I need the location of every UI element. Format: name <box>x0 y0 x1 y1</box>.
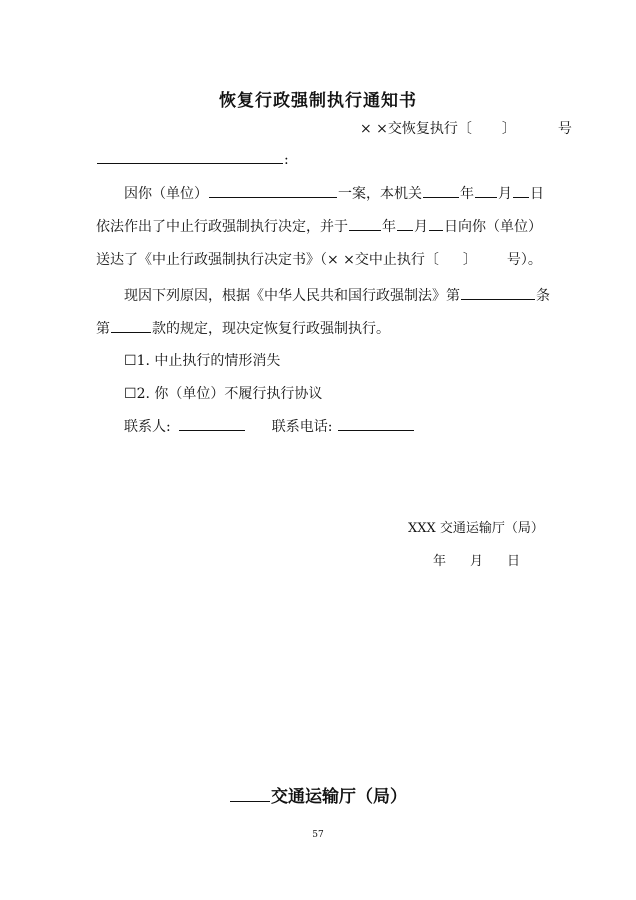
para1-year: 年 <box>460 186 474 202</box>
contact-person-label: 联系人: <box>124 419 171 435</box>
page-number: 57 <box>312 830 324 840</box>
document-number <box>360 118 572 138</box>
recipient-line <box>96 150 289 168</box>
option-label: 2. 你（单位）不履行执行协议 <box>136 386 323 402</box>
day-blank <box>429 217 443 231</box>
contact-phone-label: 联系电话: <box>271 419 333 435</box>
month-blank <box>475 184 497 198</box>
para2-text-a: 依法作出了中止行政强制执行决定，并于 <box>96 219 348 235</box>
doc-number-middle: 〕 <box>501 121 516 137</box>
paragraph-5 <box>96 318 390 338</box>
para3-bracket: 〕 <box>462 252 477 268</box>
contact-person-blank[interactable] <box>179 417 245 431</box>
issuing-authority: XXX 交通运输厅（局） <box>408 521 544 536</box>
year-blank <box>423 184 459 198</box>
para3-text-c: 号）。 <box>506 252 542 268</box>
para1-text-a: 因你（单位） <box>124 186 208 202</box>
date-month: 月 <box>470 554 484 569</box>
month-blank <box>397 217 413 231</box>
doc-number-suffix: 号 <box>557 121 572 137</box>
para3-text-a: 送达了《中止行政强制执行决定书》（× ×交中止执行〔 <box>96 252 439 268</box>
para1-month: 月 <box>498 186 512 202</box>
option-item[interactable] <box>124 350 280 370</box>
paragraph-2 <box>96 216 542 236</box>
paragraph-3 <box>96 249 542 269</box>
para2-month: 月 <box>414 219 428 235</box>
para2-text-d: 日向你（单位） <box>444 219 542 235</box>
para4-article: 条 <box>536 288 550 304</box>
para1-day: 日 <box>530 186 544 202</box>
footer-blank <box>230 786 270 802</box>
year-blank <box>349 217 381 231</box>
notice-title: 恢复行政强制执行通知书 <box>219 91 417 111</box>
checkbox-icon[interactable]: ☐ <box>124 353 137 369</box>
issue-date <box>433 550 520 569</box>
contact-phone-blank[interactable] <box>338 417 414 431</box>
para5-text-a: 第 <box>96 321 110 337</box>
date-day: 日 <box>507 554 521 569</box>
case-name-blank <box>209 184 337 198</box>
date-year: 年 <box>433 554 447 569</box>
option-label: 1. 中止执行的情形消失 <box>136 353 281 369</box>
clause-blank <box>111 319 151 333</box>
doc-number-prefix: × ×交恢复执行〔 <box>360 121 472 137</box>
footer-authority <box>0 782 636 807</box>
para5-text-b: 款的规定，现决定恢复行政强制执行。 <box>152 321 390 337</box>
day-blank <box>513 184 529 198</box>
contact-line <box>124 416 415 436</box>
article-blank <box>461 286 535 300</box>
recipient-colon: : <box>284 152 289 168</box>
paragraph-4 <box>124 285 550 305</box>
paragraph-1 <box>124 183 544 203</box>
option-item[interactable] <box>124 383 322 403</box>
footer-text: 交通运输厅（局） <box>271 787 407 807</box>
para1-text-b: 一案，本机关 <box>338 186 422 202</box>
para2-year: 年 <box>382 219 396 235</box>
para4-text-a: 现因下列原因，根据《中华人民共和国行政强制法》第 <box>124 288 460 304</box>
checkbox-icon[interactable]: ☐ <box>124 386 137 402</box>
recipient-blank <box>97 150 283 164</box>
